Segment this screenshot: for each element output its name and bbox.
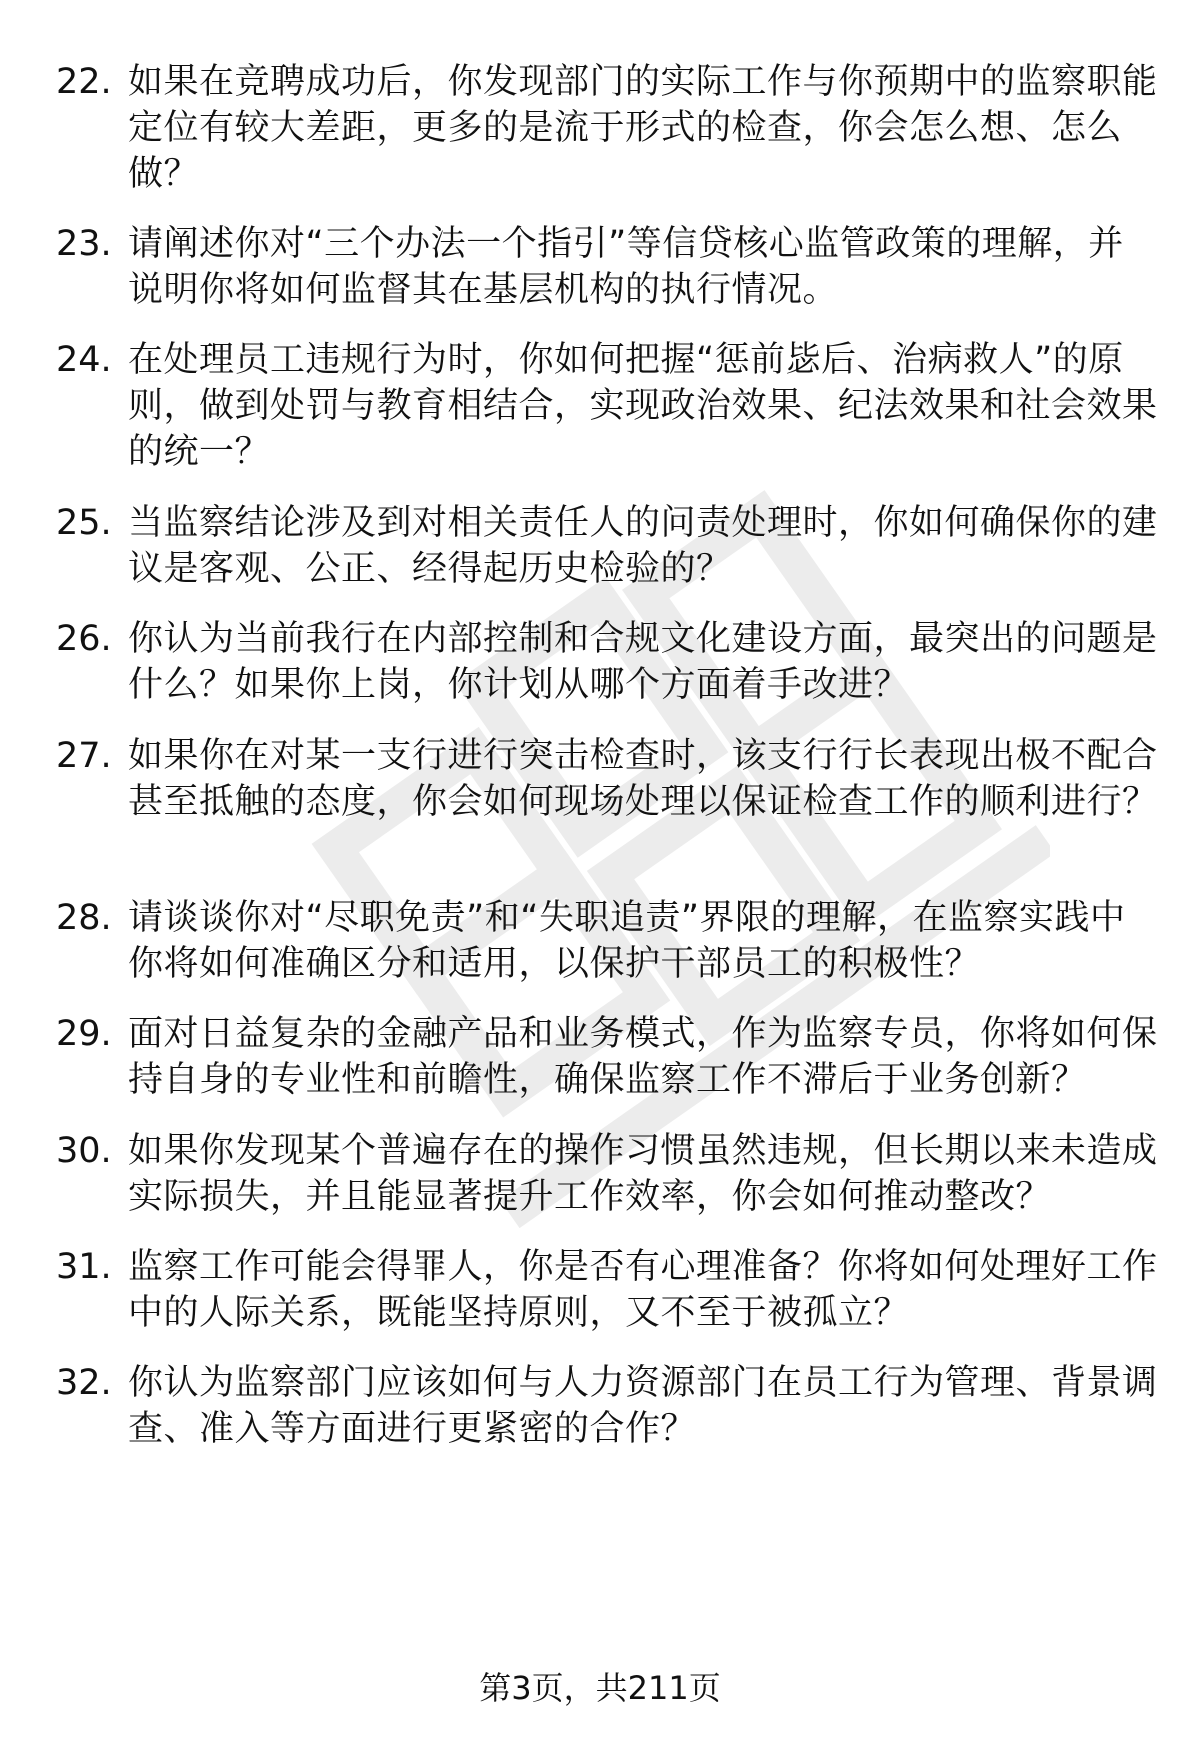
question-number: 25. <box>56 503 112 543</box>
question-text: 如果在竞聘成功后，你发现部门的实际工作与你预期中的监察职能定位有较大差距，更多的是流于形式的检查，你会怎么想、怎么做？ <box>128 62 1158 194</box>
page-footer: 第3页，共211页 <box>479 1669 721 1707</box>
question-number: 31. <box>56 1247 112 1287</box>
question-number: 30. <box>56 1131 112 1171</box>
question-number: 29. <box>56 1014 112 1054</box>
question-text: 面对日益复杂的金融产品和业务模式，作为监察专员，你将如何保持自身的专业性和前瞻性，确保监察工作不滞后于业务创新？ <box>128 1014 1158 1100</box>
question-text: 你认为当前我行在内部控制和合规文化建设方面，最突出的问题是什么？如果你上岗，你计划从哪个方面着手改进？ <box>128 619 1158 705</box>
question-number: 24. <box>56 340 112 380</box>
question-text: 在处理员工违规行为时，你如何把握“惩前毖后、治病救人”的原则，做到处罚与教育相结合，实现政治效果、纪法效果和社会效果的统一？ <box>128 340 1158 472</box>
question-text: 你认为监察部门应该如何与人力资源部门在员工行为管理、背景调查、准入等方面进行更紧密的合作？ <box>128 1363 1158 1449</box>
question-number: 27. <box>56 736 112 776</box>
question-text: 如果你在对某一支行进行突击检查时，该支行行长表现出极不配合甚至抵触的态度，你会如何现场处理以保证检查工作的顺利进行？ <box>128 736 1158 822</box>
question-number: 23. <box>56 224 112 264</box>
question-number: 28. <box>56 898 112 938</box>
question-text: 当监察结论涉及到对相关责任人的问责处理时，你如何确保你的建议是客观、公正、经得起历史检验的？ <box>128 503 1158 589</box>
question-text: 请谈谈你对“尽职免责”和“失职追责”界限的理解，在监察实践中你将如何准确区分和适用，以保护干部员工的积极性？ <box>128 898 1126 984</box>
question-number: 22. <box>56 62 112 102</box>
question-number: 32. <box>56 1363 112 1403</box>
question-number: 26. <box>56 619 112 659</box>
question-text: 如果你发现某个普遍存在的操作习惯虽然违规，但长期以来未造成实际损失，并且能显著提升工作效率，你会如何推动整改？ <box>128 1131 1158 1217</box>
question-text: 请阐述你对“三个办法一个指引”等信贷核心监管政策的理解，并说明你将如何监督其在基层机构的执行情况。 <box>128 224 1124 310</box>
question-text: 监察工作可能会得罪人，你是否有心理准备？你将如何处理好工作中的人际关系，既能坚持原则，又不至于被孤立？ <box>128 1247 1158 1333</box>
